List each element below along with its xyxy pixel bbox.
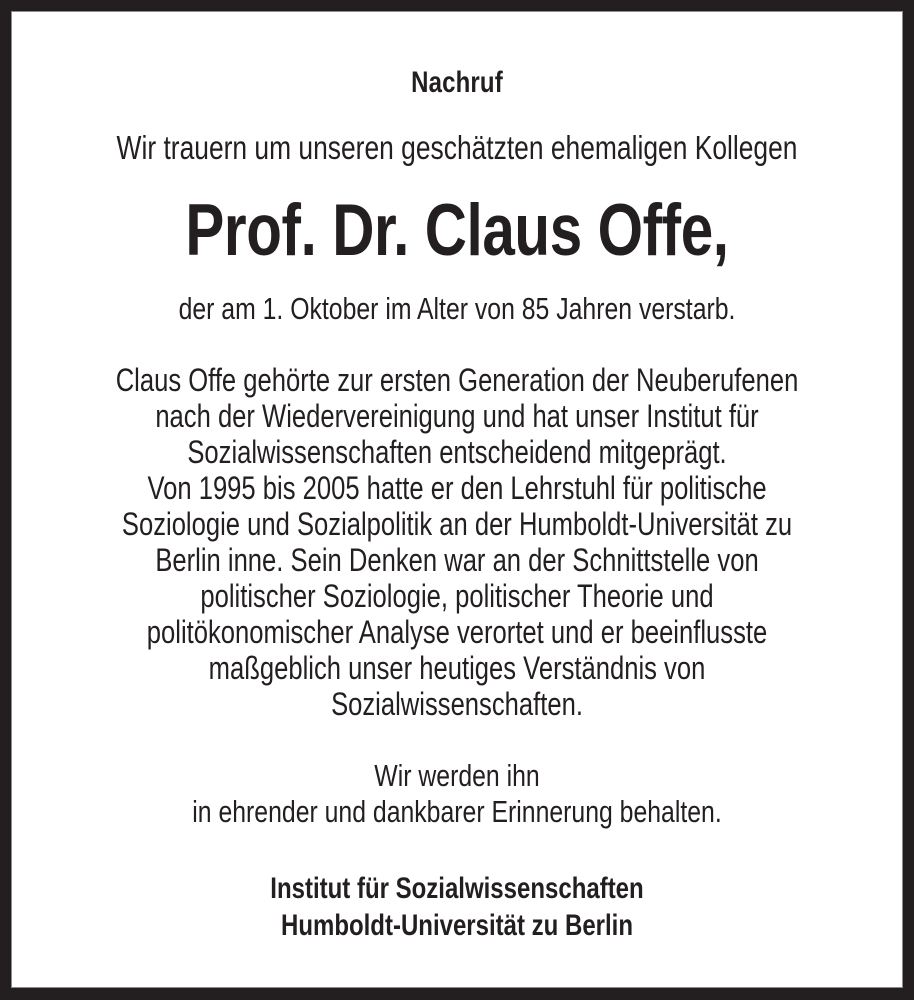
signature-block [101,870,813,944]
body-line: Sozialwissenschaften. [331,686,583,722]
death-date-line [101,293,813,324]
death-date-text: der am 1. Oktober im Alter von 85 Jahren verstarb. [178,291,736,326]
body-line: Claus Offe gehörte zur ersten Generation der Neuberufenen [115,362,799,398]
body-line: Sozialwissenschaften entscheidend mitgeprägt. [187,434,727,470]
mourning-lead-text: Wir trauern um unseren geschätzten ehemaligen Kollegen [116,129,798,166]
closing-line: in ehrender und dankbarer Erinnerung behalten. [192,794,722,829]
body-line: Berlin inne. Sein Denken war an der Schnittstelle von [155,542,759,578]
mourning-lead-line [101,131,813,164]
signature-institute: Institut für Sozialwissenschaften [270,872,644,905]
body-line: nach der Wiedervereinigung und hat unser Institut für [155,398,759,434]
obituary-body-text [101,362,813,722]
signature-university: Humboldt-Universität zu Berlin [280,909,634,942]
body-line: maßgeblich unser heutiges Verständnis von [208,650,706,686]
notice-heading-text: Nachruf [411,66,503,99]
obituary-notice-inner-frame [11,11,903,988]
body-line: politökonomischer Analyse verortet und er beeinflusste [146,614,768,650]
body-line: politischer Soziologie, politischer Theorie und [200,578,714,614]
closing-remembrance-text [101,758,813,830]
closing-line: Wir werden ihn [374,758,540,793]
body-line: Von 1995 bis 2005 hatte er den Lehrstuhl für politische [147,470,767,506]
notice-heading [101,68,813,98]
body-line: Soziologie und Sozialpolitik an der Humboldt-Universität zu [121,506,793,542]
deceased-name [101,190,813,271]
deceased-name-text: Prof. Dr. Claus Offe, [185,190,729,271]
